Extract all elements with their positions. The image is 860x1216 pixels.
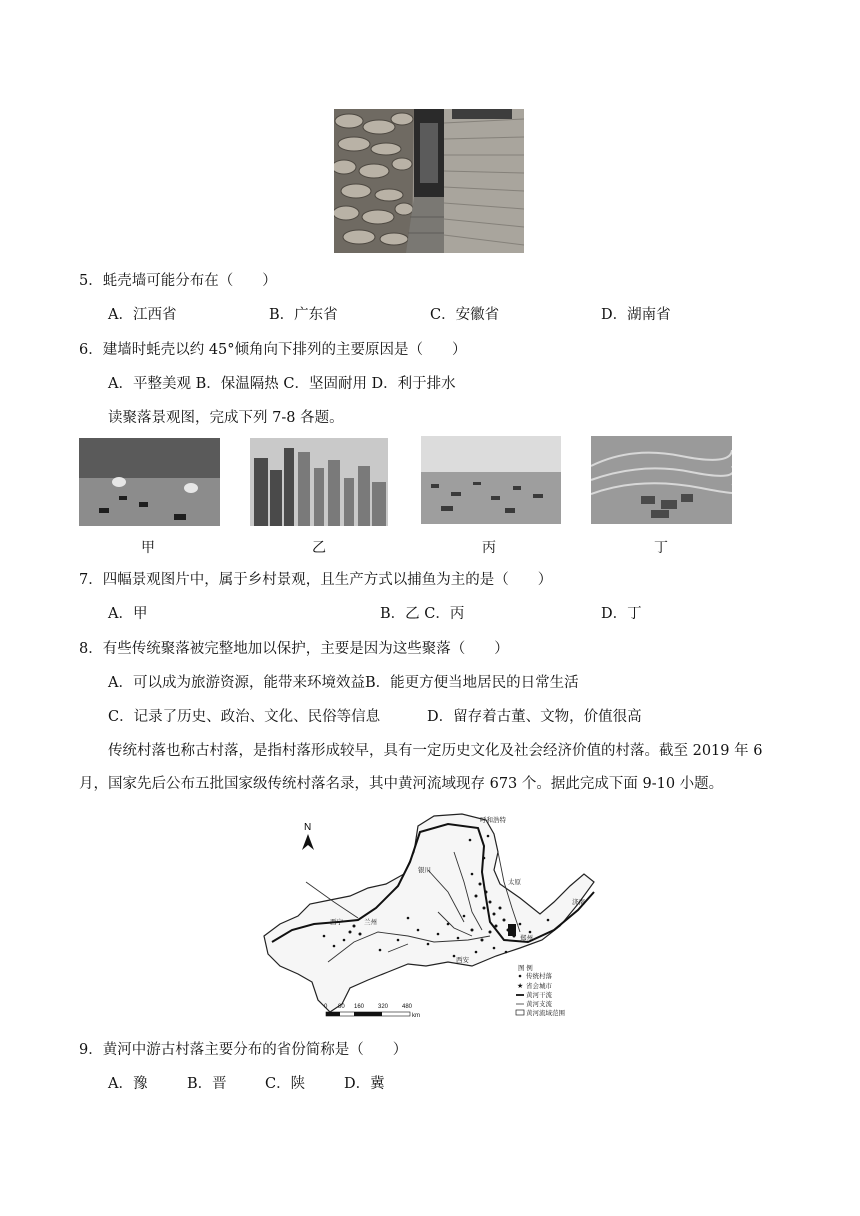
- city-hohhot: 呼和浩特: [480, 817, 506, 824]
- scale-tick-0: 0: [324, 1004, 328, 1010]
- landscape-photo-jia: [79, 438, 220, 526]
- scale-tick-80: 80: [338, 1004, 345, 1010]
- intro-9-10-line2: 月，国家先后公布五批国家级传统村落名录，其中黄河流域现存 673 个。据此完成下面 9-10 小题。: [79, 776, 724, 792]
- scale-tick-160: 160: [354, 1004, 365, 1010]
- intro-9-10-line1: 传统村落也称古村落，是指村落形成较早，具有一定历史文化及社会经济价值的村落。截至 2019 年 6: [108, 743, 763, 759]
- photo-label-bing: 丙: [482, 540, 496, 556]
- north-arrow-icon: [302, 834, 314, 850]
- q8-option-d[interactable]: D．留存着古董、文物，价值很高: [427, 709, 642, 725]
- q9-option-c[interactable]: C．陕: [265, 1076, 306, 1092]
- legend-capital: 省会城市: [526, 983, 552, 990]
- legend-village: 传统村落: [526, 973, 552, 980]
- city-xian: 西安: [456, 957, 469, 964]
- scale-tick-320: 320: [378, 1004, 389, 1010]
- yellow-river-map: [258, 812, 604, 1024]
- north-label: N: [304, 822, 312, 833]
- q7-option-a[interactable]: A．甲: [108, 606, 148, 622]
- scale-tick-480: 480: [402, 1004, 413, 1010]
- photo-label-yi: 乙: [312, 540, 326, 556]
- landscape-photo-ding: [591, 436, 732, 524]
- q5-option-b[interactable]: B．广东省: [269, 307, 338, 323]
- q9-option-a[interactable]: A．豫: [108, 1076, 148, 1092]
- oyster-wall-photo: [334, 109, 524, 253]
- legend-main-river: 黄河干流: [526, 992, 552, 999]
- q7-stem: 7．四幅景观图片中，属于乡村景观，且生产方式以捕鱼为主的是（ ）: [79, 572, 553, 588]
- q5-option-d[interactable]: D．湖南省: [601, 307, 671, 323]
- q8-stem: 8．有些传统聚落被完整地加以保护，主要是因为这些聚落（ ）: [79, 641, 509, 657]
- landscape-photo-bing: [421, 436, 561, 524]
- photo-label-ding: 丁: [654, 540, 668, 556]
- q5-option-a[interactable]: A．江西省: [108, 307, 177, 323]
- q9-stem: 9．黄河中游古村落主要分布的省份简称是（ ）: [79, 1042, 408, 1058]
- q9-option-d[interactable]: D．冀: [344, 1076, 385, 1092]
- legend-tributary: 黄河支流: [526, 1001, 552, 1008]
- city-yinchuan: 银川: [418, 867, 431, 874]
- photo-label-jia: 甲: [141, 540, 155, 556]
- city-lanzhou: 兰州: [364, 919, 377, 926]
- city-xining: 西宁: [330, 919, 343, 926]
- city-taiyuan: 太原: [508, 879, 521, 886]
- legend-title: 图 例: [518, 965, 533, 972]
- q7-option-d[interactable]: D．丁: [601, 606, 642, 622]
- q7-option-bc[interactable]: B．乙 C．丙: [380, 606, 465, 622]
- legend-basin: 黄河流域范围: [526, 1010, 565, 1017]
- city-jinan: 济南: [572, 899, 585, 906]
- landscape-photo-yi: [250, 438, 388, 526]
- q6-stem: 6．建墙时蚝壳以约 45°倾角向下排列的主要原因是（ ）: [79, 342, 467, 358]
- q8-option-ab[interactable]: A．可以成为旅游资源，能带来环境效益B．能更方便当地居民的日常生活: [108, 675, 579, 691]
- scale-unit: km: [412, 1013, 420, 1019]
- svg-text:★: ★: [517, 983, 524, 990]
- intro-7-8: 读聚落景观图，完成下列 7-8 各题。: [108, 410, 344, 426]
- city-zhengzhou: 郑州: [520, 935, 533, 942]
- q5-stem: 5．蚝壳墙可能分布在（ ）: [79, 273, 277, 289]
- q8-option-c[interactable]: C．记录了历史、政治、文化、民俗等信息: [108, 709, 381, 725]
- q5-option-c[interactable]: C．安徽省: [430, 307, 500, 323]
- q9-option-b[interactable]: B．晋: [187, 1076, 227, 1092]
- q6-options[interactable]: A．平整美观 B．保温隔热 C．坚固耐用 D．利于排水: [108, 376, 456, 392]
